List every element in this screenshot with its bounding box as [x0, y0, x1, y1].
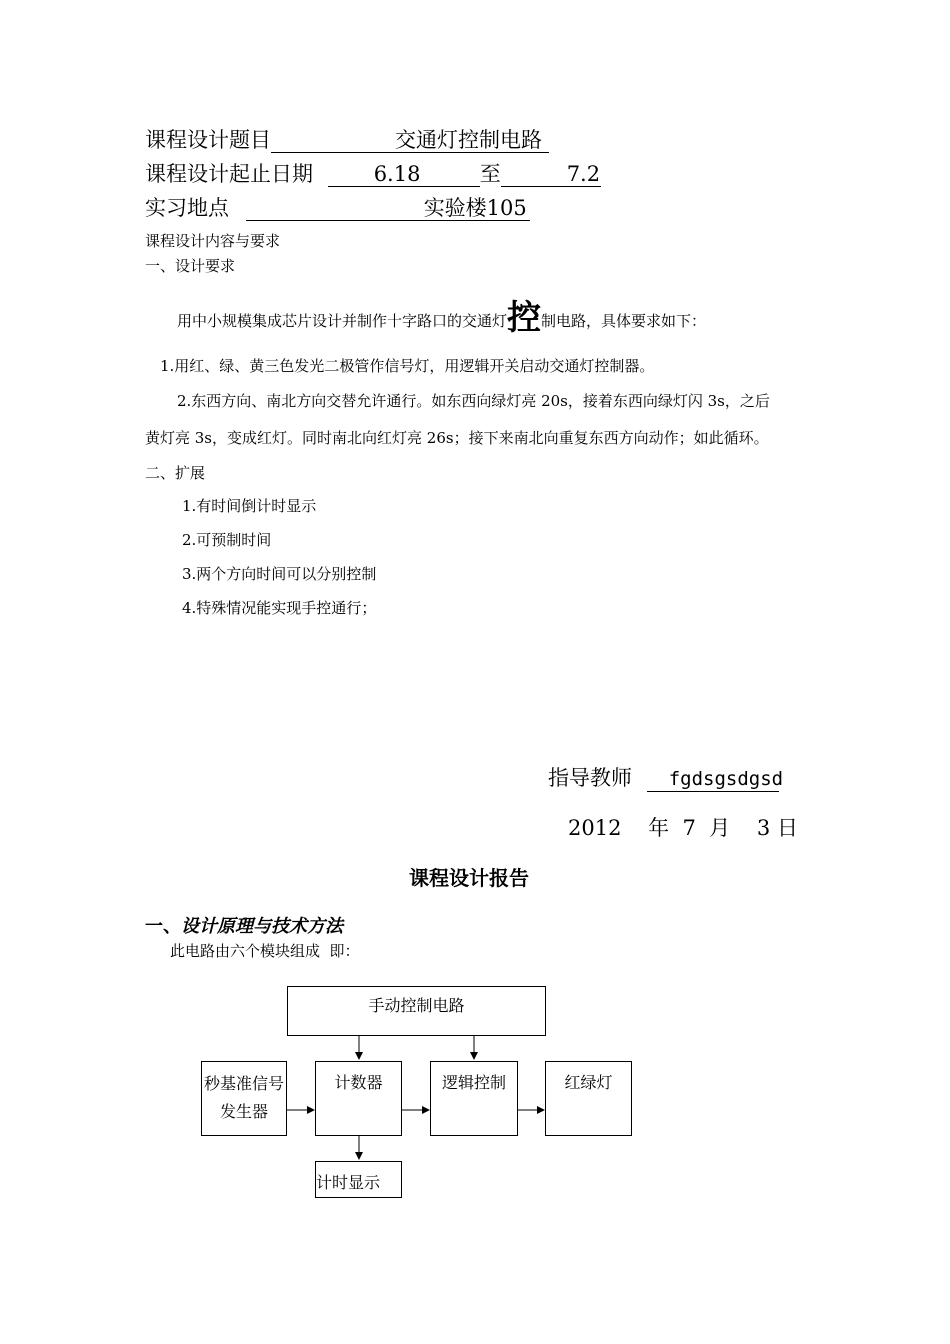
report-intro: 此电路由六个模块组成 即： — [170, 942, 360, 960]
date-end: 7.2 — [501, 162, 601, 187]
extension-4: 4.特殊情况能实现手控通行； — [182, 599, 377, 617]
block-counter-label: 计数器 — [334, 1073, 383, 1092]
report-section-title: 设计原理与技术方法 — [181, 916, 343, 937]
block-logic-control — [430, 1061, 518, 1136]
extension-2: 2.可预制时间 — [182, 531, 272, 549]
date-label: 课程设计起止日期 — [145, 162, 313, 186]
place-value: 实验楼105 — [246, 196, 530, 221]
block-traffic-lights — [545, 1061, 632, 1136]
block-second-label-2: 发生器 — [219, 1102, 268, 1121]
topic-label: 课程设计题目 — [145, 128, 271, 152]
block-lights-label: 红绿灯 — [564, 1073, 613, 1092]
block-time-display — [315, 1161, 402, 1198]
requirement-2-line1: 2.东西方向、南北方向交替允许通行。如东西向绿灯亮 20s，接着东西向绿灯闪 3s，之后 — [177, 392, 770, 410]
intro-large-char: 控 — [507, 298, 542, 338]
extension-3: 3.两个方向时间可以分别控制 — [182, 565, 377, 583]
teacher-label: 指导教师 — [548, 766, 632, 790]
intro-text-after: 制电路，具体要求如下： — [541, 312, 707, 330]
block-display-label: 计时显示 — [316, 1173, 381, 1192]
requirement-2-line2: 黄灯亮 3s，变成红灯。同时南北向红灯亮 26s；接下来南北向重复东西方向动作；如此循环。 — [145, 429, 769, 447]
date-start: 6.18 — [328, 162, 480, 187]
intro-text-before: 用中小规模集成芯片设计并制作十字路口的交通灯 — [177, 312, 508, 330]
block-second-label-1: 秒基准信号 — [203, 1074, 284, 1093]
content-heading: 课程设计内容与要求 — [145, 232, 281, 250]
requirement-1: 1.用红、绿、黄三色发光二极管作信号灯，用逻辑开关启动交通灯控制器。 — [160, 357, 655, 375]
place-label: 实习地点 — [145, 196, 229, 220]
report-title: 课程设计报告 — [409, 866, 529, 890]
topic-value: 交通灯控制电路 — [271, 128, 549, 153]
extension-1: 1.有时间倒计时显示 — [182, 497, 317, 515]
block-second-generator — [201, 1061, 287, 1136]
signature-date: 2012 年 7 月 3 日 — [568, 816, 798, 840]
block-counter — [315, 1061, 402, 1136]
report-section-number: 一、 — [145, 916, 181, 937]
teacher-name: fgdsgsdgsd — [647, 767, 779, 792]
block-logic-label: 逻辑控制 — [441, 1073, 506, 1092]
date-separator: 至 — [479, 162, 501, 186]
block-manual-control — [287, 986, 546, 1036]
section-requirements: 一、设计要求 — [145, 257, 236, 275]
section-extension: 二、扩展 — [145, 464, 206, 482]
block-manual-label: 手动控制电路 — [368, 996, 465, 1015]
